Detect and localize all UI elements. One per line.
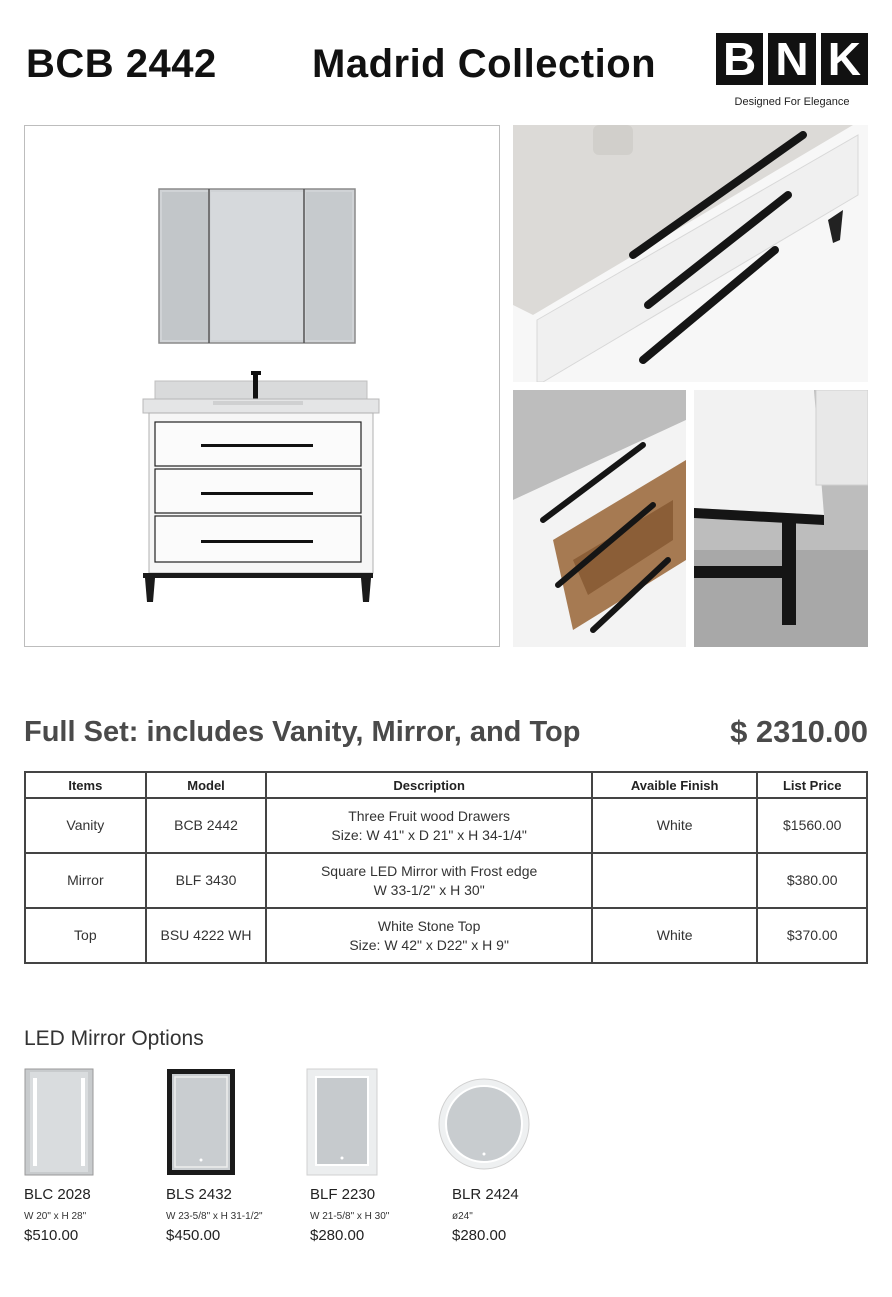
cell-price: $380.00 bbox=[757, 853, 867, 908]
description-line: White Stone Top bbox=[377, 917, 481, 934]
column-header: Avaible Finish bbox=[592, 772, 758, 798]
led-options-heading: LED Mirror Options bbox=[24, 1027, 204, 1050]
drawer-detail-illustration bbox=[513, 125, 868, 382]
collection-title: Madrid Collection bbox=[312, 42, 657, 86]
option-price: $280.00 bbox=[310, 1227, 365, 1244]
mirror-option-blr2424 bbox=[436, 1068, 576, 1181]
option-price: $450.00 bbox=[166, 1227, 221, 1244]
column-header: Items bbox=[25, 772, 146, 798]
cell-finish bbox=[592, 853, 758, 908]
mirror-option-blc2028 bbox=[24, 1068, 164, 1181]
leg-detail-illustration bbox=[694, 390, 868, 647]
column-header: Description bbox=[266, 772, 592, 798]
round-mirror-image bbox=[436, 1068, 532, 1176]
table-row bbox=[25, 908, 867, 963]
brand-logo bbox=[716, 33, 868, 85]
cell-model: BCB 2442 bbox=[146, 798, 267, 853]
option-model: BLR 2424 bbox=[452, 1186, 519, 1203]
cell-price: $1560.00 bbox=[757, 798, 867, 853]
table-row bbox=[25, 798, 867, 853]
description-line: W 33-1/2" x H 30" bbox=[373, 881, 485, 898]
description-line: Square LED Mirror with Frost edge bbox=[320, 862, 538, 879]
description-line: Size: W 41" x D 21" x H 34-1/4" bbox=[331, 826, 527, 843]
open-drawer-illustration bbox=[513, 390, 686, 647]
logo-letter: N bbox=[763, 33, 815, 85]
option-size: W 23-5/8" x H 31-1/2" bbox=[166, 1211, 263, 1222]
option-price: $510.00 bbox=[24, 1227, 79, 1244]
spec-table bbox=[24, 771, 868, 964]
cell-model: BLF 3430 bbox=[146, 853, 267, 908]
cell-model: BSU 4222 WH bbox=[146, 908, 267, 963]
full-set-price: $ 2310.00 bbox=[730, 714, 868, 749]
full-set-heading: Full Set: includes Vanity, Mirror, and Top bbox=[24, 716, 581, 748]
mirror-cabinet-image bbox=[24, 1068, 94, 1176]
product-main-image bbox=[24, 125, 500, 647]
cell-description bbox=[266, 853, 592, 908]
column-header: List Price bbox=[757, 772, 867, 798]
cell-item: Top bbox=[25, 908, 146, 963]
vanity-illustration bbox=[25, 126, 499, 646]
table-row bbox=[25, 853, 867, 908]
column-header: Model bbox=[146, 772, 267, 798]
detail-image-open-drawer bbox=[513, 390, 686, 647]
frost-edge-mirror-image bbox=[306, 1068, 378, 1176]
detail-image-leg bbox=[694, 390, 868, 647]
black-frame-mirror-image bbox=[166, 1068, 236, 1176]
cell-item: Vanity bbox=[25, 798, 146, 853]
cell-item: Mirror bbox=[25, 853, 146, 908]
cell-description bbox=[266, 798, 592, 853]
cell-description bbox=[266, 908, 592, 963]
option-price: $280.00 bbox=[452, 1227, 507, 1244]
option-size: ø24" bbox=[452, 1211, 473, 1222]
logo-letter: K bbox=[816, 33, 868, 85]
logo-letter: B bbox=[723, 33, 757, 85]
option-model: BLS 2432 bbox=[166, 1186, 232, 1203]
option-model: BLF 2230 bbox=[310, 1186, 376, 1203]
cell-finish: White bbox=[592, 798, 758, 853]
description-line: Three Fruit wood Drawers bbox=[348, 807, 511, 824]
description-line: Size: W 42" x D22" x H 9" bbox=[349, 936, 509, 953]
brand-tagline: Designed For Elegance bbox=[734, 96, 850, 108]
cell-finish: White bbox=[592, 908, 758, 963]
cell-price: $370.00 bbox=[757, 908, 867, 963]
detail-image-drawers bbox=[513, 125, 868, 382]
product-model-title: BCB 2442 bbox=[26, 42, 217, 86]
option-size: W 20" x H 28" bbox=[24, 1211, 87, 1222]
option-model: BLC 2028 bbox=[24, 1186, 91, 1203]
mirror-option-blf2230 bbox=[306, 1068, 446, 1181]
option-size: W 21-5/8" x H 30" bbox=[310, 1211, 390, 1222]
mirror-option-bls2432 bbox=[166, 1068, 306, 1181]
table-header-row bbox=[25, 772, 867, 798]
